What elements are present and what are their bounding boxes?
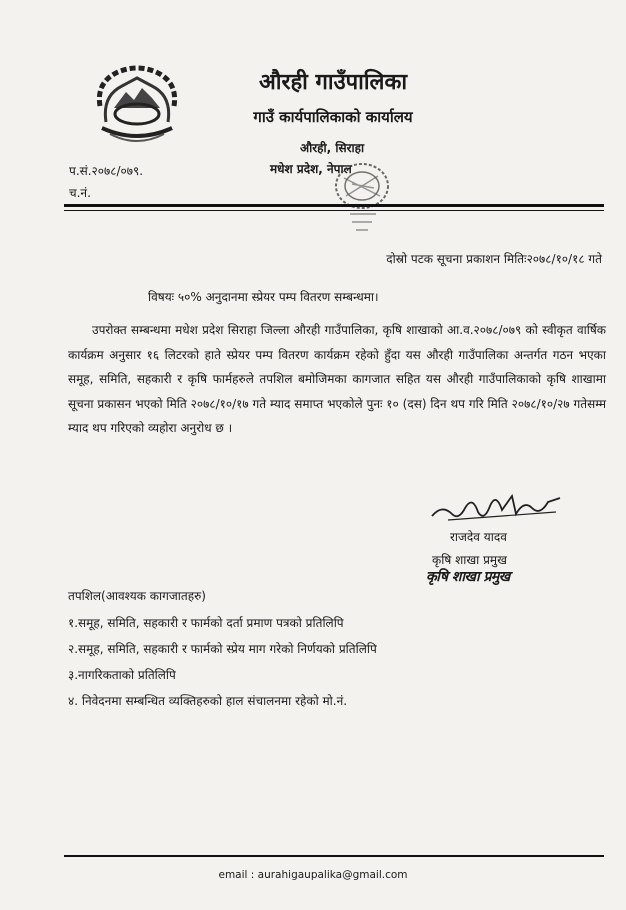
signature-icon xyxy=(428,486,564,526)
letter-subject: विषयः ५०% अनुदानमा स्प्रेयर पम्प वितरण सम्बन्धमा। xyxy=(148,290,379,304)
signatory-title: कृषि शाखा प्रमुख xyxy=(432,553,507,567)
list-item: ३.नागरिकताको प्रतिलिपि xyxy=(68,668,176,682)
list-item: २.समूह, समिति, सहकारी र फार्मको स्प्रेय माग गरेको निर्णयको प्रतिलिपि xyxy=(68,642,377,656)
office-location: औरही, सिराहा xyxy=(300,141,365,155)
municipality-name: औरही गाउँपालिका xyxy=(258,70,408,95)
office-stamp-icon xyxy=(322,152,402,242)
footer-email: email : aurahigaupalika@gmail.com xyxy=(218,869,408,881)
letter-number: प.सं.२०७८/०७९. xyxy=(69,164,144,178)
header-divider-thick xyxy=(64,204,604,207)
attachments-heading: तपशिल(आवश्यक कागजातहरु) xyxy=(68,589,206,603)
footer-divider xyxy=(64,855,604,857)
attachments-list xyxy=(68,610,377,714)
header-divider-thin xyxy=(64,210,604,211)
dispatch-number: च.नं. xyxy=(69,186,91,200)
letter-body: उपरोक्त सम्बन्धमा मधेश प्रदेश सिराहा जिल्ला औरही गाउँपालिका, कृषि शाखाको आ.व.२०७८/०७९ को स्वीकृत वार्षिक कार्यक्रम अनुसार १६ लिटरको हाते स्प्रेयर पम्प वितरण कार्यक्रम रहेको हुँदा यस औरही गाउँपालिका अन्तर्गत गठन भएका समूह, समिति, सहकारी र कृषि फार्महरुले तपशिल बमोजिमका कागजात सहित यस औरही गाउँपालिकाको कृषि शाखामा सूचना प्रकासन भएको मिति २०७८/१०/१७ गते म्याद समाप्त भएकोले पुनः १० (दस) दिन थप गरि मिति २०७८/१०/२७ गतेसम्म म्याद थप गरिएको व्यहोरा अनुरोध छ । xyxy=(68,323,606,435)
office-name: गाउँ कार्यपालिकाको कार्यालय xyxy=(253,108,413,126)
signatory-name: राजदेव यादव xyxy=(450,530,507,544)
list-item: १.समूह, समिति, सहकारी र फार्मको दर्ता प्रमाण पत्रको प्रतिलिपि xyxy=(68,616,344,630)
office-province: मधेश प्रदेश, नेपाल xyxy=(270,162,352,176)
list-item: ४. निवेदनमा सम्बन्धित व्यक्तिहरुको हाल संचालनमा रहेको मो.नं. xyxy=(68,694,348,708)
notice-date-line: दोस्रो पटक सूचना प्रकाशन मितिः२०७८/१०/१८ गते xyxy=(386,252,602,266)
signatory-stamp: कृषि शाखा प्रमुख xyxy=(426,569,510,585)
